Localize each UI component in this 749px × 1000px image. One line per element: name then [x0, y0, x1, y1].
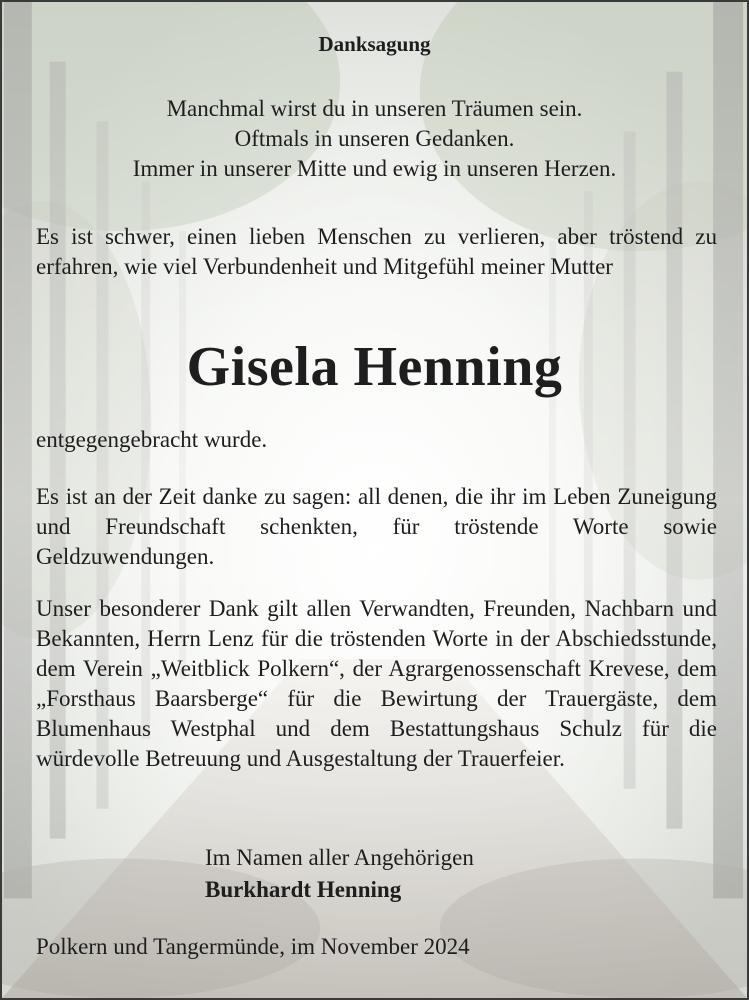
thanks-paragraph: Es ist an der Zeit danke zu sagen: all denen, die ihr im Leben Zuneigung und Freundschaft schenkten, für tröstende Worte sowie Geldzuwendungen.	[36, 484, 717, 569]
acknowledgement-paragraph: Unser besonderer Dank gilt allen Verwandten, Freunden, Nachbarn und Bekannten, Herrn Lenz für die tröstenden Worte in der Abschiedsstunde, dem Verein „Weitblick Polkern“, der Agrargenossenschaft Krevese, dem „Forsthaus Baarsberge“ für die Bewirtung der Trauergäste, dem Blumenhaus Westphal und dem Bestattungshaus Schulz für die würdevolle Betreuung und Ausgestaltung der Trauerfeier.	[36, 596, 717, 771]
deceased-name: Gisela Henning	[186, 336, 563, 398]
closing-line: Im Namen aller Angehörigen	[205, 845, 474, 870]
heading-title: Danksagung	[318, 32, 431, 56]
poem-line: Immer in unserer Mitte und ewig in unseren Herzen.	[132, 156, 617, 181]
closing-block	[205, 842, 474, 906]
signer-name: Burkhardt Henning	[205, 877, 402, 902]
place-date: Polkern und Tangermünde, im November 2024	[36, 934, 470, 959]
poem-line: Manchmal wirst du in unseren Träumen sein.	[166, 96, 583, 121]
after-name-text: entgegengebracht wurde.	[36, 427, 268, 452]
intro-paragraph: Es ist schwer, einen lieben Menschen zu verlieren, aber tröstend zu erfahren, wie viel Verbundenheit und Mitgefühl meiner Mutter	[36, 224, 717, 279]
poem-verse	[2, 94, 747, 184]
poem-line: Oftmals in unseren Gedanken.	[234, 126, 515, 151]
